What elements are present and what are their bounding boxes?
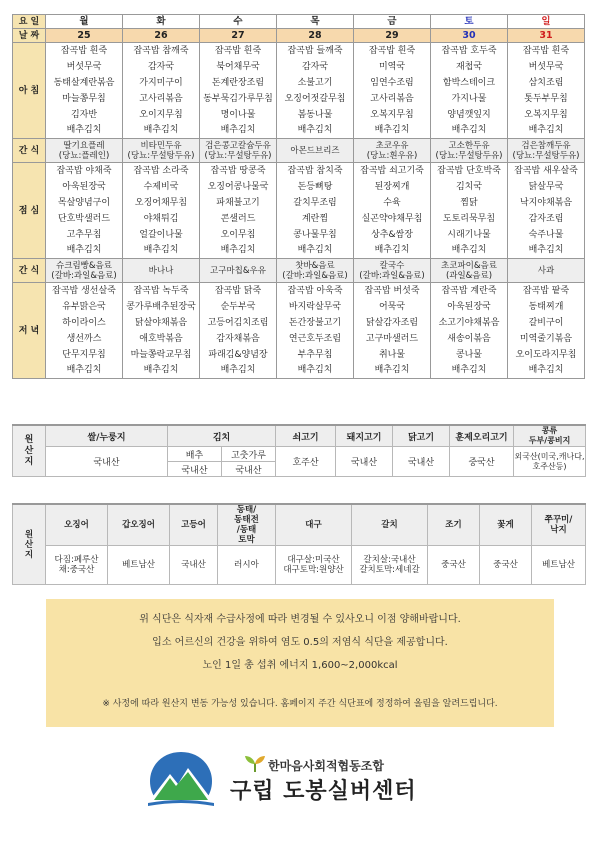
menu-cell: 닭살감자조림 [354, 315, 431, 331]
snack-cell: 고구마칩&우유 [200, 259, 277, 283]
snack-cell: 고소한두유 (당뇨:무설탕두유) [431, 139, 508, 163]
menu-cell: 야채튀김 [123, 211, 200, 227]
origin2-header: 갑오징어 [108, 504, 170, 546]
menu-cell: 부추무침 [277, 347, 354, 363]
menu-cell: 바지락살무국 [277, 299, 354, 315]
menu-cell: 잡곡밥 계란죽 [431, 283, 508, 299]
menu-cell: 삼치조림 [508, 75, 585, 91]
menu-cell: 새송이볶음 [431, 331, 508, 347]
snack-cell: 슈크림빵&음료 (갈바:과일&음료) [46, 259, 123, 283]
menu-cell: 파채불고기 [200, 195, 277, 211]
origin2-value: 중국산 [428, 546, 480, 585]
menu-cell: 톳두부무침 [508, 91, 585, 107]
menu-cell: 잡곡밥 참깨죽 [123, 43, 200, 59]
snack-cell: 초코파이&음료 (과일&음료) [431, 259, 508, 283]
menu-cell: 콩가루배추된장국 [123, 299, 200, 315]
menu-cell: 감자채볶음 [200, 331, 277, 347]
menu-cell: 고등어김치조림 [200, 315, 277, 331]
menu-cell: 도토리묵무침 [431, 211, 508, 227]
origin-value-duck: 중국산 [450, 447, 514, 477]
menu-cell: 배추김치 [277, 123, 354, 139]
menu-cell: 콩나물무침 [277, 227, 354, 243]
origin-header-chicken: 닭고기 [393, 425, 450, 447]
day-header: 토 [431, 15, 508, 29]
menu-cell: 유부맑은국 [46, 299, 123, 315]
origin2-header: 동태/ 동태전 /동태 토막 [218, 504, 276, 546]
menu-cell: 배추김치 [508, 243, 585, 259]
menu-cell: 오징어젓갈무침 [277, 91, 354, 107]
meal-label-dinner: 저 녁 [13, 283, 46, 379]
menu-cell: 잡곡밥 야채죽 [46, 163, 123, 179]
notice-box [46, 599, 554, 727]
menu-cell: 감자국 [123, 59, 200, 75]
notice-line-2: 입소 어르신의 건강을 위하여 염도 0.5의 저염식 식단을 제공합니다. [152, 637, 448, 648]
menu-cell: 명이나물 [200, 107, 277, 123]
origin2-value: 베트남산 [108, 546, 170, 585]
snack-cell: 사과 [508, 259, 585, 283]
origin-table-meat [12, 424, 586, 477]
menu-cell: 상추&쌈장 [354, 227, 431, 243]
menu-cell: 배추김치 [431, 363, 508, 379]
menu-cell: 파래김&양념장 [200, 347, 277, 363]
menu-cell: 단무지무침 [46, 347, 123, 363]
day-header: 월 [46, 15, 123, 29]
snack-cell: 검은참깨두유 (당뇨:무설탕두유) [508, 139, 585, 163]
meal-label-breakfast: 아 침 [13, 43, 46, 139]
menu-cell: 김자반 [46, 107, 123, 123]
menu-cell: 마늘쫑무침 [46, 91, 123, 107]
menu-cell: 수제비국 [123, 179, 200, 195]
menu-cell: 소불고기 [277, 75, 354, 91]
origin-kimchi-pepper-label: 고춧가루 [222, 447, 276, 462]
menu-cell: 미역줄기볶음 [508, 331, 585, 347]
date-header-label: 날 짜 [13, 29, 46, 43]
menu-cell: 찜닭 [431, 195, 508, 211]
menu-cell: 배추김치 [200, 123, 277, 139]
menu-cell: 애호박볶음 [123, 331, 200, 347]
menu-cell: 가지나물 [431, 91, 508, 107]
date-header: 30 [431, 29, 508, 43]
menu-cell: 마늘쫑락교무침 [123, 347, 200, 363]
origin-header-beans: 콩류 두부/콩비지 [514, 425, 586, 447]
origin-value-beans: 외국산(미국,캐나다,호주산등) [514, 447, 586, 477]
origin2-header: 갈치 [352, 504, 428, 546]
menu-cell: 아욱된장국 [46, 179, 123, 195]
snack-cell: 초코우유 (당뇨:흰우유) [354, 139, 431, 163]
menu-cell: 목살양념구이 [46, 195, 123, 211]
menu-cell: 낙지야채볶음 [508, 195, 585, 211]
origin2-value: 베트남산 [532, 546, 586, 585]
origin2-value: 대구살:미국산 대구토막:원양산 [276, 546, 352, 585]
menu-cell: 배추김치 [354, 363, 431, 379]
menu-cell: 고구마샐러드 [354, 331, 431, 347]
menu-cell: 잡곡밥 참치죽 [277, 163, 354, 179]
weekly-menu-table [12, 14, 585, 379]
menu-cell: 잡곡밥 호두죽 [431, 43, 508, 59]
menu-cell: 배추김치 [354, 243, 431, 259]
origin-header-rice: 쌀/누룽지 [46, 425, 168, 447]
menu-cell: 콘샐러드 [200, 211, 277, 227]
menu-cell: 잡곡밥 흰죽 [46, 43, 123, 59]
menu-cell: 재첩국 [431, 59, 508, 75]
origin-header-beef: 쇠고기 [276, 425, 336, 447]
menu-cell: 하이라이스 [46, 315, 123, 331]
menu-cell: 배추김치 [46, 123, 123, 139]
snack-cell: 찻바&음료 (갈바:과일&음료) [277, 259, 354, 283]
brand-center-name: 구립 도봉실버센터 [230, 779, 417, 804]
menu-cell: 가지미구이 [123, 75, 200, 91]
menu-cell: 고사리볶음 [354, 91, 431, 107]
menu-cell: 실곤약야채무침 [354, 211, 431, 227]
menu-cell: 된장찌개 [354, 179, 431, 195]
menu-cell: 아욱된장국 [431, 299, 508, 315]
menu-cell: 임연수조림 [354, 75, 431, 91]
menu-cell: 연근호두조림 [277, 331, 354, 347]
menu-cell: 잡곡밥 들깨죽 [277, 43, 354, 59]
menu-cell: 배추김치 [277, 243, 354, 259]
menu-cell: 생선까스 [46, 331, 123, 347]
menu-cell: 버섯무국 [508, 59, 585, 75]
menu-cell: 배추김치 [508, 363, 585, 379]
mountain-logo-icon [148, 748, 214, 810]
menu-cell: 김치국 [431, 179, 508, 195]
menu-cell: 오복지무침 [508, 107, 585, 123]
origin2-header: 쭈꾸미/ 낙지 [532, 504, 586, 546]
menu-cell: 단호박샐러드 [46, 211, 123, 227]
date-header: 28 [277, 29, 354, 43]
date-header: 27 [200, 29, 277, 43]
menu-cell: 잡곡밥 단호박죽 [431, 163, 508, 179]
menu-cell: 취나물 [354, 347, 431, 363]
day-header: 수 [200, 15, 277, 29]
menu-cell: 어묵국 [354, 299, 431, 315]
menu-cell: 잡곡밥 닭죽 [200, 283, 277, 299]
menu-cell: 동태찌개 [508, 299, 585, 315]
menu-cell: 잡곡밥 아욱죽 [277, 283, 354, 299]
meal-label-lunch: 점 심 [13, 163, 46, 259]
meal-label-snack2: 간 식 [13, 259, 46, 283]
origin-value-rice: 국내산 [46, 447, 168, 477]
origin2-header: 대구 [276, 504, 352, 546]
origin2-value: 러시아 [218, 546, 276, 585]
snack-cell: 칼국수 (갈바:과일&음료) [354, 259, 431, 283]
origin-header-pork: 돼지고기 [336, 425, 393, 447]
date-header: 26 [123, 29, 200, 43]
menu-cell: 잡곡밥 흰죽 [508, 43, 585, 59]
origin-kimchi-cabbage-label: 배추 [168, 447, 222, 462]
menu-cell: 잡곡밥 팥죽 [508, 283, 585, 299]
meal-label-snack1: 간 식 [13, 139, 46, 163]
day-header: 화 [123, 15, 200, 29]
menu-cell: 잡곡밥 녹두죽 [123, 283, 200, 299]
origin2-header: 오징어 [46, 504, 108, 546]
menu-cell: 얼갈이나물 [123, 227, 200, 243]
sprout-logo-icon [244, 755, 266, 773]
menu-cell: 잡곡밥 쇠고기죽 [354, 163, 431, 179]
snack-cell: 검은콩고칼슘두유 (당뇨:무설탕두유) [200, 139, 277, 163]
notice-line-3: 노인 1일 총 섭취 에너지 1,600~2,000kcal [202, 660, 398, 671]
menu-cell: 배추김치 [123, 243, 200, 259]
menu-cell: 오이도라지무침 [508, 347, 585, 363]
origin-header-duck: 훈제오리고기 [450, 425, 514, 447]
menu-cell: 잡곡밥 새우살죽 [508, 163, 585, 179]
origin-value-kimchi-cabbage: 국내산 [168, 462, 222, 477]
menu-cell: 시래기나물 [431, 227, 508, 243]
menu-cell: 배추김치 [123, 123, 200, 139]
menu-cell: 순두부국 [200, 299, 277, 315]
menu-cell: 감자조림 [508, 211, 585, 227]
origin2-side-label: 원 산 지 [13, 504, 46, 585]
menu-cell: 계란찜 [277, 211, 354, 227]
date-header: 25 [46, 29, 123, 43]
menu-cell: 돈등뼈탕 [277, 179, 354, 195]
menu-cell: 숙주나물 [508, 227, 585, 243]
day-header-label: 요 일 [13, 15, 46, 29]
menu-cell: 잡곡밥 소라죽 [123, 163, 200, 179]
menu-cell: 소고기야채볶음 [431, 315, 508, 331]
menu-cell: 배추김치 [200, 243, 277, 259]
menu-cell: 수육 [354, 195, 431, 211]
menu-cell: 동태살계란볶음 [46, 75, 123, 91]
menu-cell: 돈계란장조림 [200, 75, 277, 91]
menu-cell: 배추김치 [277, 363, 354, 379]
date-header: 31 [508, 29, 585, 43]
menu-cell: 배추김치 [123, 363, 200, 379]
menu-cell: 버섯무국 [46, 59, 123, 75]
menu-cell: 북어채무국 [200, 59, 277, 75]
menu-cell: 갈치무조림 [277, 195, 354, 211]
menu-cell: 미역국 [354, 59, 431, 75]
origin-value-pork: 국내산 [336, 447, 393, 477]
notice-line-1: 위 식단은 식자재 수급사정에 따라 변경될 수 있사오니 이점 양해바랍니다. [139, 614, 461, 625]
menu-cell: 배추김치 [46, 243, 123, 259]
origin2-value: 다짐:페루산 채:중국산 [46, 546, 108, 585]
origin2-header: 꽃게 [480, 504, 532, 546]
brand-org-name: 한마음사회적협동조합 [268, 759, 384, 773]
menu-cell: 오복지무침 [354, 107, 431, 123]
snack-cell: 딸기요플레 (당뇨:플레인) [46, 139, 123, 163]
menu-cell: 함박스테이크 [431, 75, 508, 91]
origin-table-seafood [12, 503, 586, 585]
menu-cell: 양념깻잎지 [431, 107, 508, 123]
snack-cell: 비타민두유 (당뇨:무설탕두유) [123, 139, 200, 163]
origin-value-kimchi-pepper: 국내산 [222, 462, 276, 477]
snack-cell: 바나나 [123, 259, 200, 283]
menu-cell: 고사리볶음 [123, 91, 200, 107]
menu-cell: 배추김치 [431, 243, 508, 259]
menu-cell: 배추김치 [508, 123, 585, 139]
origin-header-kimchi: 김치 [168, 425, 276, 447]
menu-cell: 닭살야채볶음 [123, 315, 200, 331]
menu-cell: 오이지무침 [123, 107, 200, 123]
menu-cell: 닭살무국 [508, 179, 585, 195]
menu-cell: 갈비구이 [508, 315, 585, 331]
menu-cell: 봄동나물 [277, 107, 354, 123]
date-header: 29 [354, 29, 431, 43]
menu-cell: 오징어콩나물국 [200, 179, 277, 195]
menu-cell: 콩나물 [431, 347, 508, 363]
menu-cell: 잡곡밥 흰죽 [200, 43, 277, 59]
origin2-value: 중국산 [480, 546, 532, 585]
menu-cell: 돈간장불고기 [277, 315, 354, 331]
snack-cell: 아몬드브리즈 [277, 139, 354, 163]
origin-side-label: 원 산 지 [13, 425, 46, 477]
day-header: 일 [508, 15, 585, 29]
menu-cell: 배추김치 [354, 123, 431, 139]
menu-cell: 잡곡밥 흰죽 [354, 43, 431, 59]
origin2-header: 조기 [428, 504, 480, 546]
menu-cell: 감자국 [277, 59, 354, 75]
menu-cell: 고추무침 [46, 227, 123, 243]
menu-cell: 배추김치 [46, 363, 123, 379]
menu-cell: 배추김치 [200, 363, 277, 379]
menu-cell: 잡곡밥 생선살죽 [46, 283, 123, 299]
origin-value-chicken: 국내산 [393, 447, 450, 477]
origin2-value: 국내산 [170, 546, 218, 585]
origin-value-beef: 호주산 [276, 447, 336, 477]
origin2-header: 고등어 [170, 504, 218, 546]
menu-cell: 배추김치 [431, 123, 508, 139]
menu-cell: 동부묵김가루무침 [200, 91, 277, 107]
notice-line-4: ※ 사정에 따라 원산지 변동 가능성 있습니다. 홈페이지 주간 식단표에 정정하여 올림을 알려드립니다. [102, 699, 498, 709]
origin2-value: 갈치살:국내산 갈치토막:세네갈 [352, 546, 428, 585]
day-header: 목 [277, 15, 354, 29]
menu-cell: 잡곡밥 버섯죽 [354, 283, 431, 299]
menu-cell: 잡곡밥 땅콩죽 [200, 163, 277, 179]
menu-cell: 오이무침 [200, 227, 277, 243]
day-header: 금 [354, 15, 431, 29]
menu-cell: 오징어채무침 [123, 195, 200, 211]
